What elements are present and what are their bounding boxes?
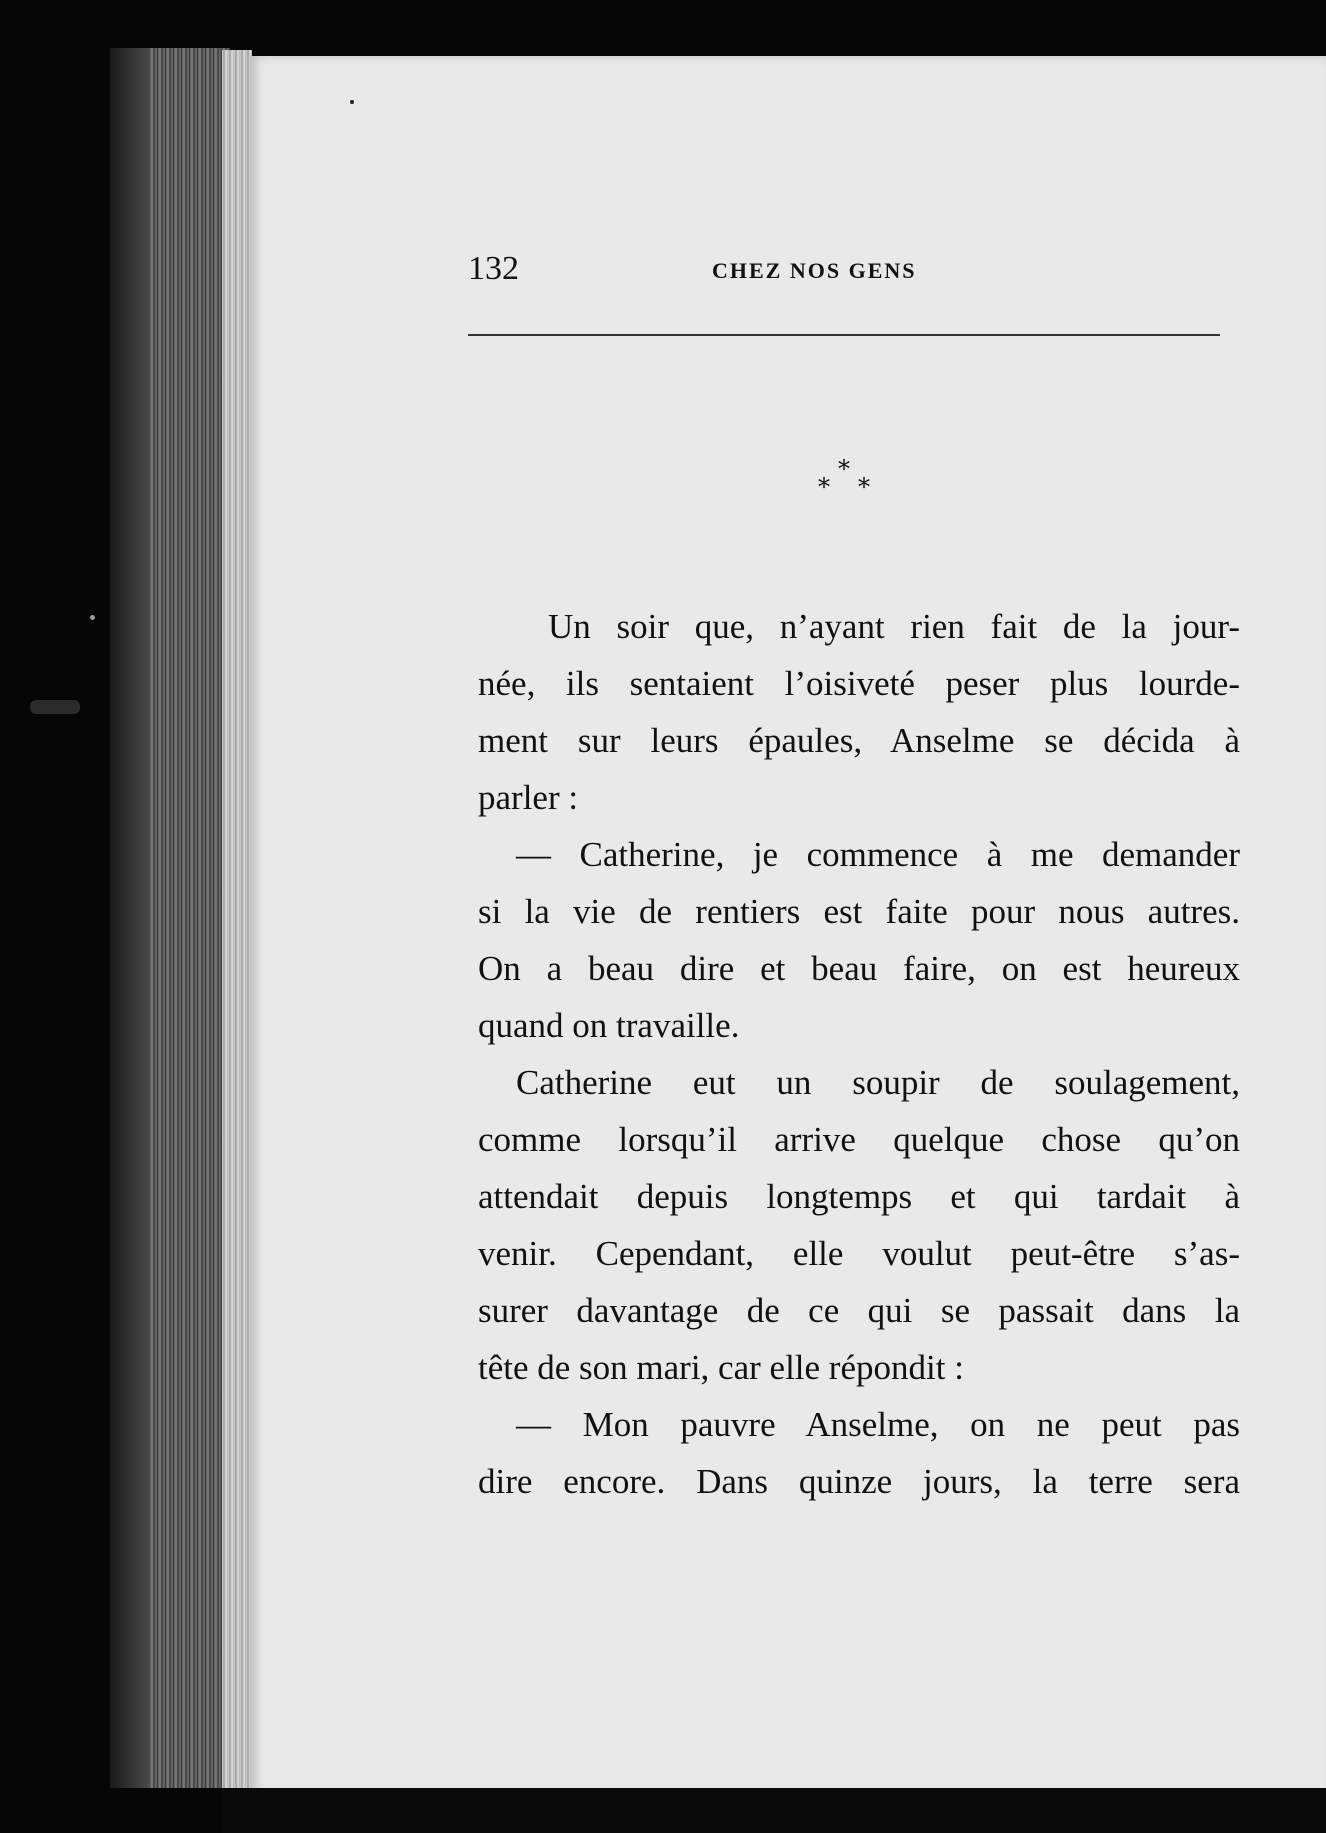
dust-speck [30, 700, 80, 714]
asterism-ornament [800, 455, 890, 515]
page-header [468, 250, 1220, 300]
asterism-star: * [858, 473, 870, 501]
asterism-star: * [838, 455, 850, 483]
text-line: venir. Cependant, elle voulut peut-être s’as- [478, 1234, 1240, 1273]
text-line: surer davantage de ce qui se passait dans la [478, 1291, 1240, 1330]
book-spine-shadow [110, 48, 150, 1788]
text-line: ment sur leurs épaules, Anselme se décida à [478, 721, 1240, 760]
page-number: 132 [468, 250, 519, 287]
scan-bottom-border [222, 1788, 1326, 1833]
dust-speck [90, 615, 95, 620]
text-line: Un soir que, n’ayant rien fait de la jour- [548, 607, 1240, 646]
text-line: tête de son mari, car elle répondit : [478, 1348, 964, 1387]
text-line: — Mon pauvre Anselme, on ne peut pas [516, 1405, 1240, 1444]
text-line: si la vie de rentiers est faite pour nous autres. [478, 892, 1240, 931]
text-line: Catherine eut un soupir de soulagement, [516, 1063, 1240, 1102]
text-line: dire encore. Dans quinze jours, la terre sera [478, 1462, 1240, 1501]
page-edges [222, 50, 252, 1790]
text-line: attendait depuis longtemps et qui tardait à [478, 1177, 1240, 1216]
text-line: On a beau dire et beau faire, on est heureux [478, 949, 1240, 988]
running-title: CHEZ NOS GENS [712, 258, 917, 283]
text-line: quand on travaille. [478, 1006, 740, 1045]
body-text [478, 598, 1240, 1510]
asterism-star: * [818, 473, 830, 501]
dust-speck [350, 100, 354, 104]
text-line: — Catherine, je commence à me demander [516, 835, 1240, 874]
text-line: née, ils sentaient l’oisiveté peser plus lourde- [478, 664, 1240, 703]
text-line: parler : [478, 778, 579, 817]
text-line: comme lorsqu’il arrive quelque chose qu’on [478, 1120, 1240, 1159]
header-rule [468, 334, 1220, 336]
